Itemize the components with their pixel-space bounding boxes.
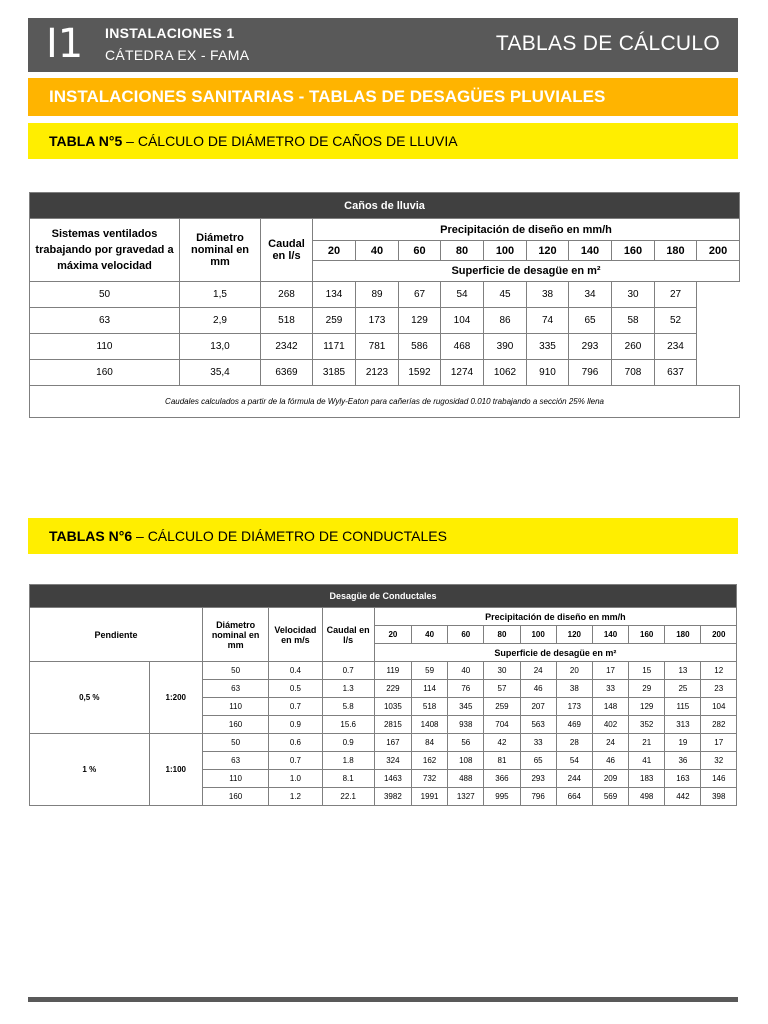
surface-cell: 65 xyxy=(569,308,612,334)
surface-cell: 21 xyxy=(629,734,665,752)
surface-cell: 402 xyxy=(592,716,628,734)
caudal-cell: 2,9 xyxy=(180,308,261,334)
surface-cell: 104 xyxy=(701,698,737,716)
col-caudal-header: Caudal en l/s xyxy=(261,219,313,282)
surface-cell: 29 xyxy=(629,680,665,698)
surface-cell: 293 xyxy=(569,334,612,360)
precipitation-value: 40 xyxy=(411,626,447,644)
surface-header: Superficie de desagüe en m² xyxy=(313,261,740,282)
precipitation-value: 140 xyxy=(592,626,628,644)
precipitation-value: 60 xyxy=(448,626,484,644)
surface-cell: 282 xyxy=(701,716,737,734)
precipitation-value: 60 xyxy=(399,241,441,261)
surface-cell: 366 xyxy=(484,770,520,788)
surface-cell: 46 xyxy=(592,752,628,770)
surface-cell: 12 xyxy=(701,662,737,680)
surface-cell: 569 xyxy=(592,788,628,806)
diameter-cell: 160 xyxy=(30,360,180,386)
table6 xyxy=(29,584,737,806)
surface-cell: 114 xyxy=(411,680,447,698)
surface-cell: 468 xyxy=(441,334,484,360)
table6-heading xyxy=(28,518,738,554)
precipitation-value: 100 xyxy=(520,626,556,644)
surface-cell: 910 xyxy=(527,360,569,386)
caudal-cell: 0.7 xyxy=(322,662,374,680)
table-row xyxy=(30,282,740,308)
caudal-cell: 15.6 xyxy=(322,716,374,734)
surface-cell: 86 xyxy=(484,308,527,334)
velocity-cell: 0.6 xyxy=(269,734,322,752)
surface-cell: 796 xyxy=(569,360,612,386)
surface-cell: 34 xyxy=(569,282,612,308)
surface-cell: 59 xyxy=(411,662,447,680)
surface-cell: 19 xyxy=(665,734,701,752)
precipitation-value: 120 xyxy=(527,241,569,261)
velocity-cell: 0.7 xyxy=(269,752,322,770)
table5-note: Caudales calculados a partir de la fórmula de Wyly-Eaton para cañerías de rugosidad 0.010 trabajando a sección 25% llena xyxy=(30,386,740,418)
surface-cell: 38 xyxy=(556,680,592,698)
surface-cell: 163 xyxy=(665,770,701,788)
surface-cell: 732 xyxy=(411,770,447,788)
surface-cell: 30 xyxy=(612,282,655,308)
surface-cell: 938 xyxy=(448,716,484,734)
surface-cell: 183 xyxy=(629,770,665,788)
surface-cell: 81 xyxy=(484,752,520,770)
system-label: Sistemas ventilados trabajando por gravedad a máxima velocidad xyxy=(30,219,180,282)
surface-cell: 119 xyxy=(374,662,411,680)
surface-cell: 234 xyxy=(655,334,697,360)
diameter-cell: 110 xyxy=(30,334,180,360)
surface-cell: 104 xyxy=(441,308,484,334)
footer-bar xyxy=(28,997,738,1002)
surface-cell: 129 xyxy=(399,308,441,334)
surface-cell: 15 xyxy=(629,662,665,680)
table5-heading xyxy=(28,123,738,159)
caudal-cell: 5.8 xyxy=(322,698,374,716)
diameter-cell: 63 xyxy=(202,752,268,770)
col-diameter-header: Diámetro nominal en mm xyxy=(180,219,261,282)
precipitation-value: 120 xyxy=(556,626,592,644)
surface-cell: 27 xyxy=(655,282,697,308)
section-banner xyxy=(28,78,738,116)
surface-cell: 664 xyxy=(556,788,592,806)
surface-cell: 24 xyxy=(520,662,556,680)
surface-cell: 67 xyxy=(399,282,441,308)
diameter-cell: 50 xyxy=(30,282,180,308)
precipitation-value: 40 xyxy=(356,241,399,261)
banner-text: INSTALACIONES SANITARIAS - TABLAS DE DESAGÜES PLUVIALES xyxy=(49,87,606,106)
caudal-cell: 22.1 xyxy=(322,788,374,806)
diameter-cell: 63 xyxy=(202,680,268,698)
surface-cell: 1035 xyxy=(374,698,411,716)
surface-cell: 89 xyxy=(356,282,399,308)
velocity-cell: 1.0 xyxy=(269,770,322,788)
table-row xyxy=(30,308,740,334)
precipitation-value: 160 xyxy=(629,626,665,644)
surface-cell: 1408 xyxy=(411,716,447,734)
surface-cell: 518 xyxy=(261,308,313,334)
precipitation-value: 80 xyxy=(484,626,520,644)
diameter-cell: 110 xyxy=(202,770,268,788)
course-name: INSTALACIONES 1 xyxy=(105,25,235,41)
table5-heading-text: – CÁLCULO DE DIÁMETRO DE CAÑOS DE LLUVIA xyxy=(122,133,458,149)
diameter-cell: 110 xyxy=(202,698,268,716)
caudal-cell: 1.3 xyxy=(322,680,374,698)
surface-cell: 6369 xyxy=(261,360,313,386)
table-row xyxy=(30,734,737,752)
surface-cell: 42 xyxy=(484,734,520,752)
surface-cell: 17 xyxy=(592,662,628,680)
slope-percent-cell: 0,5 % xyxy=(30,662,150,734)
logo: I1 xyxy=(46,21,84,67)
table-row xyxy=(30,334,740,360)
surface-cell: 134 xyxy=(313,282,356,308)
caudal-cell: 35,4 xyxy=(180,360,261,386)
surface-cell: 33 xyxy=(592,680,628,698)
surface-cell: 268 xyxy=(261,282,313,308)
surface-cell: 58 xyxy=(612,308,655,334)
precipitation-value: 160 xyxy=(612,241,655,261)
surface-cell: 23 xyxy=(701,680,737,698)
surface-cell: 488 xyxy=(448,770,484,788)
surface-cell: 46 xyxy=(520,680,556,698)
page-header xyxy=(28,18,738,72)
surface-cell: 74 xyxy=(527,308,569,334)
caudal-cell: 13,0 xyxy=(180,334,261,360)
surface-cell: 1062 xyxy=(484,360,527,386)
surface-cell: 173 xyxy=(356,308,399,334)
precipitation-value: 100 xyxy=(484,241,527,261)
surface-cell: 259 xyxy=(313,308,356,334)
surface-cell: 3982 xyxy=(374,788,411,806)
surface-cell: 259 xyxy=(484,698,520,716)
surface-cell: 335 xyxy=(527,334,569,360)
surface-cell: 32 xyxy=(701,752,737,770)
table5-caption: Caños de lluvia xyxy=(30,193,740,219)
surface-cell: 17 xyxy=(701,734,737,752)
surface-cell: 52 xyxy=(655,308,697,334)
col-diameter-header: Diámetro nominal en mm xyxy=(202,608,268,662)
surface-cell: 1171 xyxy=(313,334,356,360)
surface-cell: 57 xyxy=(484,680,520,698)
surface-cell: 229 xyxy=(374,680,411,698)
surface-cell: 207 xyxy=(520,698,556,716)
surface-cell: 637 xyxy=(655,360,697,386)
velocity-cell: 0.5 xyxy=(269,680,322,698)
precipitation-value: 20 xyxy=(374,626,411,644)
surface-cell: 390 xyxy=(484,334,527,360)
caudal-cell: 0.9 xyxy=(322,734,374,752)
surface-cell: 586 xyxy=(399,334,441,360)
surface-cell: 3185 xyxy=(313,360,356,386)
surface-cell: 25 xyxy=(665,680,701,698)
caudal-cell: 1.8 xyxy=(322,752,374,770)
surface-cell: 1463 xyxy=(374,770,411,788)
col-velocity-header: Velocidad en m/s xyxy=(269,608,322,662)
precipitation-value: 200 xyxy=(701,626,737,644)
page-title: TABLAS DE CÁLCULO xyxy=(495,32,720,55)
slope-percent-cell: 1 % xyxy=(30,734,150,806)
slope-ratio-cell: 1:200 xyxy=(149,662,202,734)
surface-cell: 30 xyxy=(484,662,520,680)
surface-cell: 260 xyxy=(612,334,655,360)
diameter-cell: 50 xyxy=(202,662,268,680)
surface-cell: 56 xyxy=(448,734,484,752)
surface-cell: 2815 xyxy=(374,716,411,734)
diameter-cell: 63 xyxy=(30,308,180,334)
surface-cell: 2342 xyxy=(261,334,313,360)
table-row xyxy=(30,662,737,680)
precipitation-value: 80 xyxy=(441,241,484,261)
surface-header: Superficie de desagüe en m² xyxy=(374,644,736,662)
surface-cell: 293 xyxy=(520,770,556,788)
surface-cell: 518 xyxy=(411,698,447,716)
surface-cell: 1327 xyxy=(448,788,484,806)
col-pendiente-header: Pendiente xyxy=(30,608,203,662)
surface-cell: 115 xyxy=(665,698,701,716)
table5 xyxy=(29,192,740,418)
surface-cell: 995 xyxy=(484,788,520,806)
surface-cell: 796 xyxy=(520,788,556,806)
surface-cell: 704 xyxy=(484,716,520,734)
surface-cell: 209 xyxy=(592,770,628,788)
surface-cell: 244 xyxy=(556,770,592,788)
velocity-cell: 0.4 xyxy=(269,662,322,680)
surface-cell: 33 xyxy=(520,734,556,752)
surface-cell: 41 xyxy=(629,752,665,770)
surface-cell: 173 xyxy=(556,698,592,716)
surface-cell: 65 xyxy=(520,752,556,770)
surface-cell: 20 xyxy=(556,662,592,680)
velocity-cell: 0.7 xyxy=(269,698,322,716)
surface-cell: 345 xyxy=(448,698,484,716)
precipitation-value: 140 xyxy=(569,241,612,261)
surface-cell: 398 xyxy=(701,788,737,806)
surface-cell: 40 xyxy=(448,662,484,680)
surface-cell: 28 xyxy=(556,734,592,752)
course-subtitle: CÁTEDRA EX - FAMA xyxy=(105,47,250,63)
surface-cell: 38 xyxy=(527,282,569,308)
surface-cell: 36 xyxy=(665,752,701,770)
surface-cell: 469 xyxy=(556,716,592,734)
surface-cell: 781 xyxy=(356,334,399,360)
precipitation-header: Precipitación de diseño en mm/h xyxy=(374,608,736,626)
surface-cell: 563 xyxy=(520,716,556,734)
surface-cell: 108 xyxy=(448,752,484,770)
table6-heading-text: – CÁLCULO DE DIÁMETRO DE CONDUCTALES xyxy=(132,528,447,544)
surface-cell: 167 xyxy=(374,734,411,752)
surface-cell: 45 xyxy=(484,282,527,308)
table6-caption: Desagüe de Conductales xyxy=(30,585,737,608)
precipitation-value: 200 xyxy=(697,241,740,261)
surface-cell: 498 xyxy=(629,788,665,806)
surface-cell: 129 xyxy=(629,698,665,716)
diameter-cell: 160 xyxy=(202,788,268,806)
precipitation-value: 180 xyxy=(655,241,697,261)
velocity-cell: 1.2 xyxy=(269,788,322,806)
precipitation-value: 180 xyxy=(665,626,701,644)
surface-cell: 2123 xyxy=(356,360,399,386)
table-row xyxy=(30,360,740,386)
surface-cell: 313 xyxy=(665,716,701,734)
table6-heading-number: TABLAS N°6 xyxy=(49,528,133,544)
surface-cell: 24 xyxy=(592,734,628,752)
surface-cell: 1274 xyxy=(441,360,484,386)
precipitation-value: 20 xyxy=(313,241,356,261)
surface-cell: 324 xyxy=(374,752,411,770)
surface-cell: 162 xyxy=(411,752,447,770)
surface-cell: 1991 xyxy=(411,788,447,806)
diameter-cell: 160 xyxy=(202,716,268,734)
col-caudal-header: Caudal en l/s xyxy=(322,608,374,662)
surface-cell: 13 xyxy=(665,662,701,680)
surface-cell: 146 xyxy=(701,770,737,788)
slope-ratio-cell: 1:100 xyxy=(149,734,202,806)
surface-cell: 148 xyxy=(592,698,628,716)
surface-cell: 352 xyxy=(629,716,665,734)
velocity-cell: 0.9 xyxy=(269,716,322,734)
table5-heading-number: TABLA N°5 xyxy=(49,133,123,149)
precipitation-header: Precipitación de diseño en mm/h xyxy=(313,219,740,241)
caudal-cell: 1,5 xyxy=(180,282,261,308)
surface-cell: 442 xyxy=(665,788,701,806)
surface-cell: 76 xyxy=(448,680,484,698)
caudal-cell: 8.1 xyxy=(322,770,374,788)
surface-cell: 708 xyxy=(612,360,655,386)
surface-cell: 1592 xyxy=(399,360,441,386)
surface-cell: 84 xyxy=(411,734,447,752)
surface-cell: 54 xyxy=(441,282,484,308)
surface-cell: 54 xyxy=(556,752,592,770)
diameter-cell: 50 xyxy=(202,734,268,752)
